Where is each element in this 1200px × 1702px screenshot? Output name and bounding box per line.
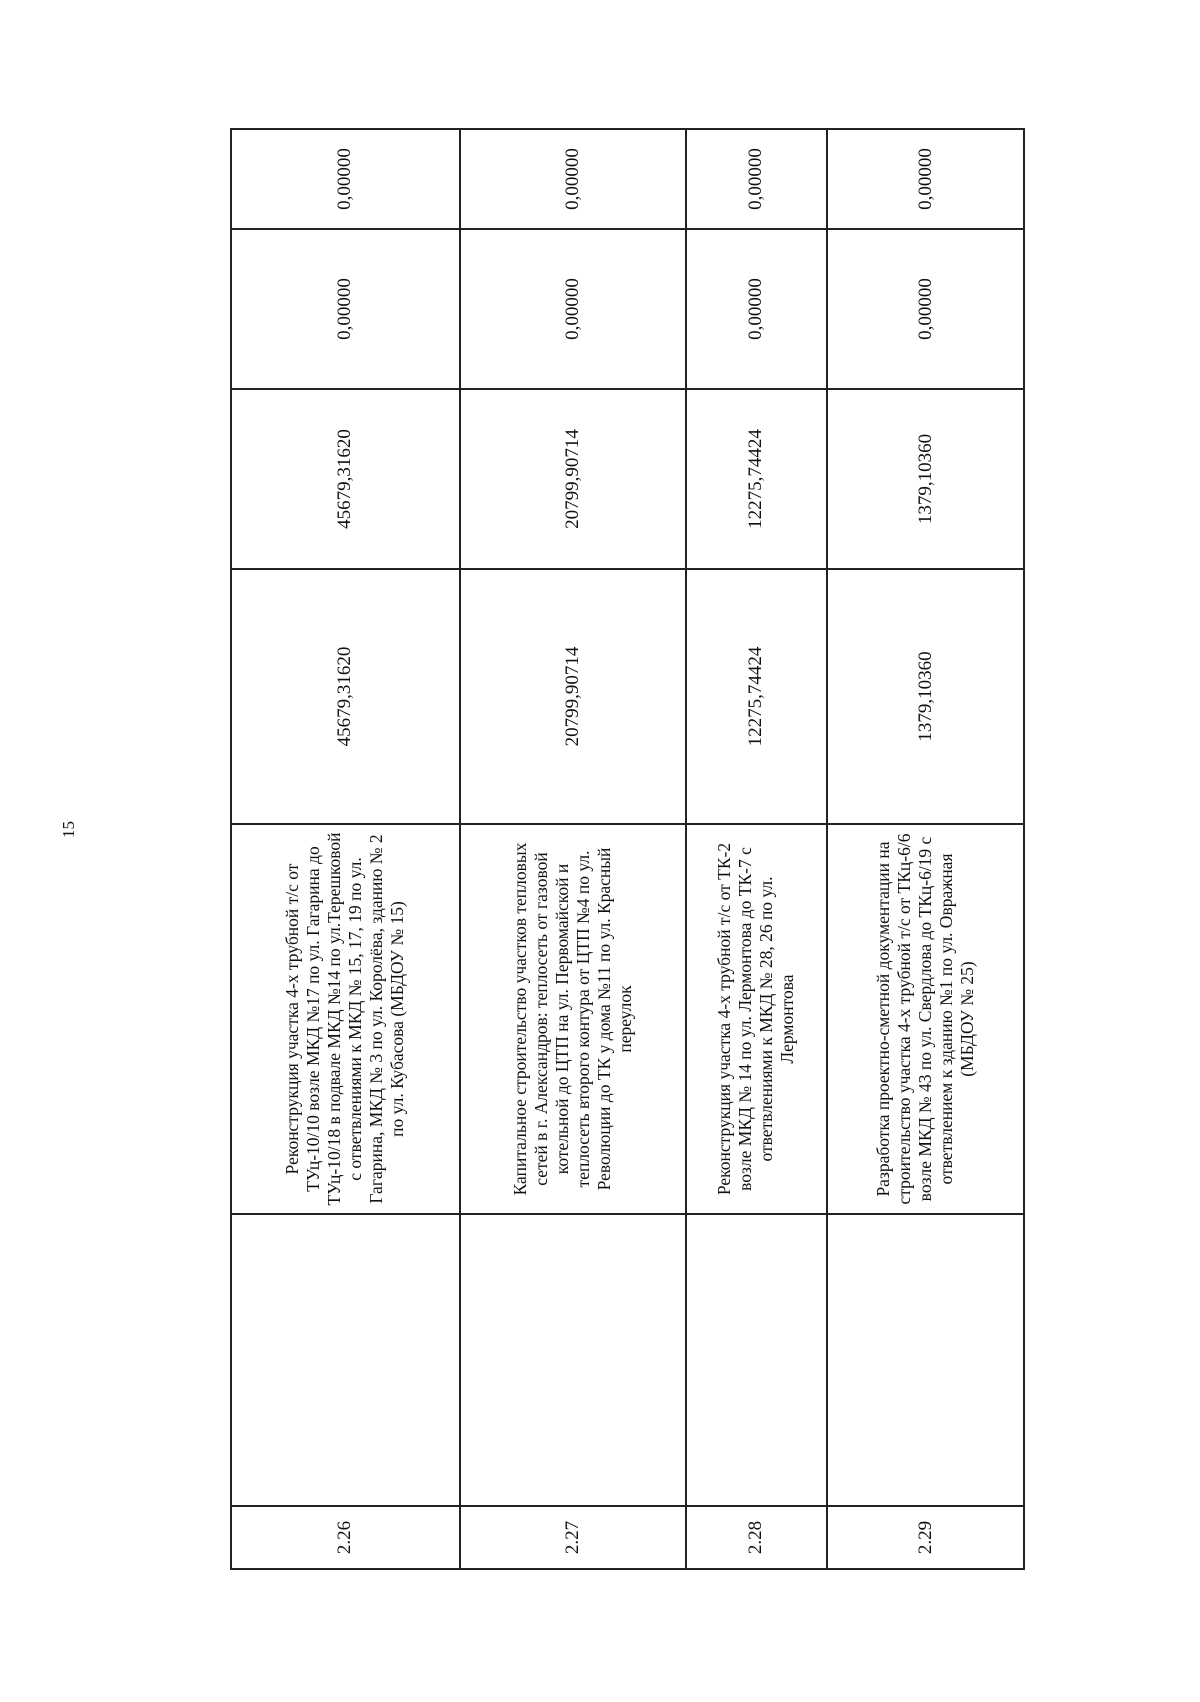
- rotated-table-container: [230, 130, 1025, 1570]
- value-cell-1: 45679,31620: [231, 569, 460, 824]
- value-cell-4: 0,00000: [460, 129, 686, 229]
- value-cell-3: 0,00000: [231, 229, 460, 389]
- value-cell-3: 0,00000: [460, 229, 686, 389]
- value-cell-2: 20799,90714: [460, 389, 686, 569]
- table-row: [827, 129, 1024, 1569]
- data-table: [230, 128, 1025, 1570]
- blank-cell: [231, 1214, 460, 1506]
- value-cell-4: 0,00000: [686, 129, 828, 229]
- value-cell-4: 0,00000: [231, 129, 460, 229]
- value-cell-4: 0,00000: [827, 129, 1024, 229]
- blank-cell: [686, 1214, 828, 1506]
- value-cell-1: 12275,74424: [686, 569, 828, 824]
- blank-cell: [460, 1214, 686, 1506]
- value-cell-1: 20799,90714: [460, 569, 686, 824]
- value-cell-2: 12275,74424: [686, 389, 828, 569]
- value-cell-3: 0,00000: [686, 229, 828, 389]
- description-cell: Капитальное строительство участков тепловых сетей в г. Александров: теплосеть от газовой котельной до ЦТП на ул. Первомайской и теплосеть второго контура от ЦТП №4 по ул. Революции до ТК у дома №11 по ул. Красный переулок: [460, 824, 686, 1214]
- row-number-cell: 2.26: [231, 1506, 460, 1569]
- blank-cell: [827, 1214, 1024, 1506]
- value-cell-1: 1379,10360: [827, 569, 1024, 824]
- row-number-cell: 2.28: [686, 1506, 828, 1569]
- row-number-cell: 2.29: [827, 1506, 1024, 1569]
- page-number: 15: [59, 821, 78, 838]
- table-row: [460, 129, 686, 1569]
- value-cell-2: 45679,31620: [231, 389, 460, 569]
- description-cell: Разработка проектно-сметной документации на строительство участка 4-х трубной т/с от ТКц-6/6 возле МКД № 43 по ул. Свердлова до ТКц-6/19 с ответвлением к зданию №1 по ул. Овражная (МБДОУ № 25): [827, 824, 1024, 1214]
- value-cell-3: 0,00000: [827, 229, 1024, 389]
- table-row: [686, 129, 828, 1569]
- row-number-cell: 2.27: [460, 1506, 686, 1569]
- description-cell: Реконструкция участка 4-х трубной т/с от ТК-2 возле МКД № 14 по ул. Лермонтова до ТК-7 с ответвлениями к МКД № 28, 26 по ул. Лермонтова: [686, 824, 828, 1214]
- table-row: [231, 129, 460, 1569]
- value-cell-2: 1379,10360: [827, 389, 1024, 569]
- description-cell: Реконструкция участка 4-х трубной т/с от ТУц-10/10 возле МКД №17 по ул. Гагарина до ТУц-10/18 в подвале МКД №14 по ул.Терешковой с ответвлениями к МКД № 15, 17, 19 по ул. Гагарина, МКД № 3 по ул. Королёва, зданию № 2 по ул. Кубасова (МБДОУ № 15): [231, 824, 460, 1214]
